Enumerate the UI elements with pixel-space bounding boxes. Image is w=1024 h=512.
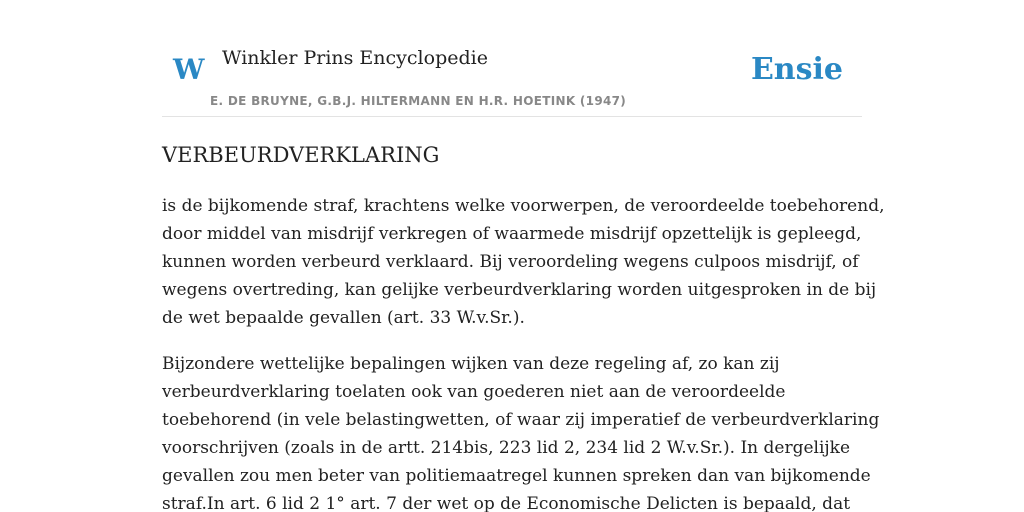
article-heading: VERBEURDVERKLARING — [162, 143, 440, 167]
text-line: voorschrijven (zoals in de artt. 214bis, 223 lid 2, 234 lid 2 W.v.Sr.). In dergelijke — [162, 438, 851, 458]
text-line: straf.In art. 6 lid 2 1° art. 7 der wet op de Economische Delicten is bepaald, dat — [162, 494, 851, 512]
text-line: is de bijkomende straf, krachtens welke voorwerpen, de veroordeelde toebehorend, — [162, 196, 885, 216]
text-line: kunnen worden verbeurd verklaard. Bij veroordeling wegens culpoos misdrijf, of — [162, 252, 859, 272]
site-title[interactable]: Winkler Prins Encyclopedie — [222, 47, 488, 69]
paragraph-1 — [162, 192, 885, 332]
authors-line: E. DE BRUYNE, G.B.J. HILTERMANN EN H.R. HOETINK (1947) — [210, 94, 627, 108]
site-header — [162, 0, 862, 117]
article-body — [162, 192, 885, 512]
paragraph-spacer — [162, 332, 868, 350]
site-logo[interactable]: W — [173, 53, 205, 86]
text-line: Bijzondere wettelijke bepalingen wijken van deze regeling af, zo kan zij — [162, 354, 780, 374]
text-line: de wet bepaalde gevallen (art. 33 W.v.Sr.). — [162, 308, 525, 328]
text-line: gevallen zou men beter van politiemaatregel kunnen spreken dan van bijkomende — [162, 466, 871, 486]
paragraph-2 — [162, 350, 880, 512]
brand-logo[interactable]: Ensie — [750, 52, 843, 87]
text-line: verbeurdverklaring toelaten ook van goederen niet aan de veroordeelde — [162, 382, 786, 402]
text-line: wegens overtreding, kan gelijke verbeurdverklaring worden uitgesproken in de bij — [162, 280, 877, 300]
text-line: door middel van misdrijf verkregen of waarmede misdrijf opzettelijk is gepleegd, — [162, 224, 862, 244]
text-line: toebehorend (in vele belastingwetten, of waar zij imperatief de verbeurdverklaring — [162, 410, 880, 430]
